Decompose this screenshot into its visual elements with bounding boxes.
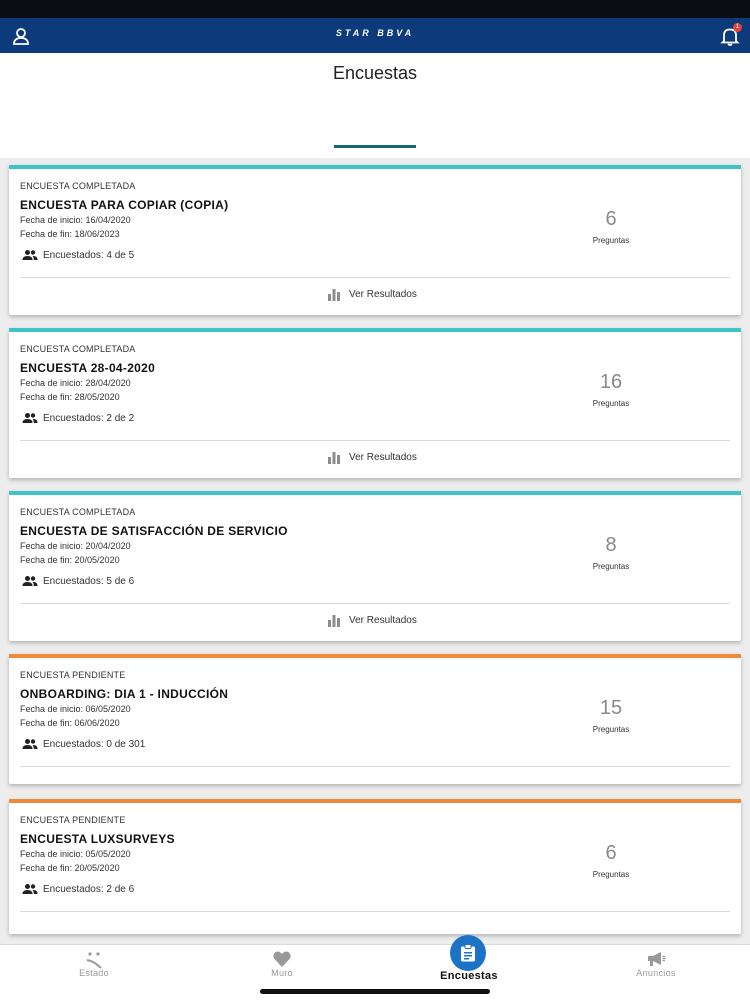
bar-chart-icon	[327, 614, 341, 627]
status-bar	[0, 0, 750, 18]
tab-label: Muro	[271, 968, 293, 978]
notification-badge: 1	[733, 23, 742, 32]
questions-count: 16	[599, 371, 623, 393]
survey-start-date: Fecha de inicio: 16/04/2020	[20, 215, 131, 225]
survey-start-date: Fecha de inicio: 05/05/2020	[20, 849, 131, 859]
people-icon	[22, 883, 38, 895]
survey-name: ENCUESTA PARA COPIAR (COPIA)	[20, 198, 229, 212]
bar-chart-icon	[327, 288, 341, 301]
survey-respondents: Encuestados: 2 de 6	[43, 884, 135, 895]
survey-status: ENCUESTA PENDIENTE	[20, 670, 126, 680]
status-line	[9, 165, 741, 169]
survey-status: ENCUESTA PENDIENTE	[20, 815, 126, 825]
questions-count: 15	[599, 697, 623, 719]
people-icon	[22, 575, 38, 587]
survey-respondents: Encuestados: 4 de 5	[43, 250, 135, 261]
tab-indicator	[334, 145, 416, 148]
survey-status: ENCUESTA COMPLETADA	[20, 507, 136, 517]
heart-icon	[272, 949, 292, 969]
people-icon	[22, 412, 38, 424]
status-line	[9, 328, 741, 332]
survey-status: ENCUESTA COMPLETADA	[20, 181, 136, 191]
divider	[20, 766, 730, 767]
survey-name: ENCUESTA DE SATISFACCIÓN DE SERVICIO	[20, 524, 288, 538]
page-title: Encuestas	[332, 63, 418, 83]
view-results-button[interactable]	[327, 613, 417, 627]
status-line	[9, 654, 741, 658]
divider	[20, 277, 730, 278]
tab-label: Estado	[79, 968, 109, 978]
view-results-button[interactable]	[327, 450, 417, 464]
questions-count: 6	[605, 208, 617, 230]
survey-name: ENCUESTA LUXSURVEYS	[20, 832, 175, 846]
questions-label: Preguntas	[592, 236, 630, 245]
questions-label: Preguntas	[592, 725, 630, 734]
view-results-label: Ver Resultados	[349, 614, 417, 626]
survey-status: ENCUESTA COMPLETADA	[20, 344, 136, 354]
tab-anuncios[interactable]	[562, 945, 750, 1001]
view-results-label: Ver Resultados	[349, 451, 417, 463]
people-icon	[22, 738, 38, 750]
survey-card[interactable]	[9, 328, 741, 478]
clipboard-icon	[460, 944, 476, 962]
survey-card[interactable]	[9, 654, 741, 784]
survey-card[interactable]	[9, 799, 741, 934]
survey-name: ENCUESTA 28-04-2020	[20, 361, 156, 375]
divider	[20, 911, 730, 912]
questions-label: Preguntas	[592, 870, 630, 879]
survey-end-date: Fecha de fin: 18/06/2023	[20, 229, 120, 239]
brand-logo: STAR BBVA	[335, 28, 415, 38]
survey-start-date: Fecha de inicio: 28/04/2020	[20, 378, 131, 388]
survey-start-date: Fecha de inicio: 06/05/2020	[20, 704, 131, 714]
mood-icon	[84, 949, 104, 969]
bar-chart-icon	[327, 451, 341, 464]
status-line	[9, 799, 741, 803]
questions-label: Preguntas	[592, 399, 630, 408]
status-line	[9, 491, 741, 495]
survey-start-date: Fecha de inicio: 20/04/2020	[20, 541, 131, 551]
tab-label: Anuncios	[636, 968, 676, 978]
survey-end-date: Fecha de fin: 20/05/2020	[20, 555, 120, 565]
survey-respondents: Encuestados: 2 de 2	[43, 413, 135, 424]
home-indicator[interactable]	[260, 989, 490, 994]
active-tab-circle	[450, 935, 486, 971]
tab-label: Encuestas	[440, 970, 498, 982]
survey-end-date: Fecha de fin: 20/05/2020	[20, 863, 120, 873]
questions-count: 6	[605, 842, 617, 864]
megaphone-icon	[646, 949, 666, 969]
survey-card[interactable]	[9, 491, 741, 641]
survey-name: ONBOARDING: DIA 1 - INDUCCIÓN	[20, 687, 229, 701]
people-icon	[22, 249, 38, 261]
tab-estado[interactable]	[0, 945, 188, 1001]
survey-end-date: Fecha de fin: 06/06/2020	[20, 718, 120, 728]
view-results-label: Ver Resultados	[349, 288, 417, 300]
survey-list[interactable]	[0, 158, 750, 944]
survey-end-date: Fecha de fin: 28/05/2020	[20, 392, 120, 402]
questions-label: Preguntas	[592, 562, 630, 571]
view-results-button[interactable]	[327, 287, 417, 301]
divider	[20, 440, 730, 441]
divider	[20, 603, 730, 604]
survey-respondents: Encuestados: 0 de 301	[43, 739, 146, 750]
survey-respondents: Encuestados: 5 de 6	[43, 576, 135, 587]
app-header	[0, 18, 750, 53]
questions-count: 8	[605, 534, 617, 556]
survey-card[interactable]	[9, 165, 741, 315]
